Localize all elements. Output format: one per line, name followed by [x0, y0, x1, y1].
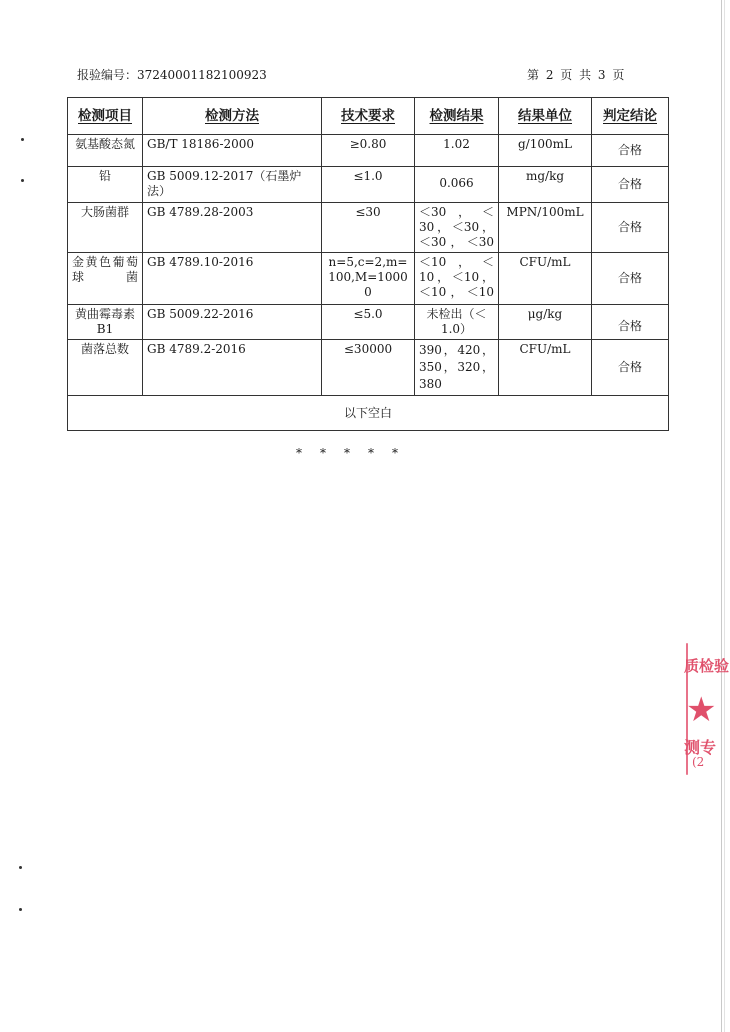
- cell-result: 390，420，350，320，380: [415, 340, 499, 396]
- page-edge-line: [721, 0, 722, 1032]
- cell-conclusion: 合格: [592, 253, 669, 305]
- cell-item: 铅: [68, 167, 143, 203]
- cell-conclusion: 合格: [592, 340, 669, 396]
- cell-unit: CFU/mL: [499, 253, 592, 305]
- cell-conclusion: 合格: [592, 305, 669, 340]
- cell-method: GB 5009.12-2017（石墨炉法）: [143, 167, 322, 203]
- seal-text-num: (2: [692, 755, 705, 769]
- cell-conclusion: 合格: [592, 167, 669, 203]
- cell-item: 菌落总数: [68, 340, 143, 396]
- scan-speck: [21, 179, 24, 182]
- header-result: 检测结果: [415, 98, 499, 135]
- seal-text-bottom: 测专: [684, 738, 717, 757]
- scan-speck: [19, 866, 22, 869]
- blank-note: 以下空白: [68, 396, 669, 431]
- table-row: [68, 167, 669, 203]
- table-row: [68, 253, 669, 305]
- cell-method: GB/T 18186-2000: [143, 135, 322, 167]
- cell-result: ＜30，＜30，＜30，＜30，＜30: [415, 203, 499, 253]
- cell-method: GB 4789.28-2003: [143, 203, 322, 253]
- header-item: 检测项目: [68, 98, 143, 135]
- test-results-table: [67, 97, 669, 431]
- header-method: 检测方法: [143, 98, 322, 135]
- cell-result: 1.02: [415, 135, 499, 167]
- cell-unit: MPN/100mL: [499, 203, 592, 253]
- header-requirement: 技术要求: [322, 98, 415, 135]
- cell-requirement: ≤30000: [322, 340, 415, 396]
- cell-requirement: ≤30: [322, 203, 415, 253]
- table-row: [68, 135, 669, 167]
- cell-item: 氨基酸态氮: [68, 135, 143, 167]
- cell-method: GB 4789.2-2016: [143, 340, 322, 396]
- cell-unit: g/100mL: [499, 135, 592, 167]
- cell-result: 未检出（＜1.0）: [415, 305, 499, 340]
- cell-method: GB 4789.10-2016: [143, 253, 322, 305]
- header-unit: 结果单位: [499, 98, 592, 135]
- cell-requirement: ≥0.80: [322, 135, 415, 167]
- cell-method: GB 5009.22-2016: [143, 305, 322, 340]
- cell-result: 0.066: [415, 167, 499, 203]
- table-row: [68, 203, 669, 253]
- cell-item: 大肠菌群: [68, 203, 143, 253]
- official-seal: [680, 635, 730, 780]
- cell-item: 黄曲霉毒素B1: [68, 305, 143, 340]
- page-edge-line-2: [724, 0, 725, 1032]
- end-marks: *****: [296, 446, 416, 460]
- cell-requirement: n=5,c=2,m=100,M=10000: [322, 253, 415, 305]
- seal-text-top: 质检验: [684, 657, 730, 675]
- page-number: 第 2 页 共 3 页: [527, 68, 625, 82]
- cell-unit: mg/kg: [499, 167, 592, 203]
- header-conclusion: 判定结论: [592, 98, 669, 135]
- cell-item: 金黄色葡萄球菌: [68, 253, 143, 305]
- scan-speck: [19, 908, 22, 911]
- cell-unit: μg/kg: [499, 305, 592, 340]
- cell-unit: CFU/mL: [499, 340, 592, 396]
- seal-star-icon: ★: [686, 690, 717, 730]
- cell-requirement: ≤5.0: [322, 305, 415, 340]
- scan-speck: [21, 138, 24, 141]
- cell-conclusion: 合格: [592, 203, 669, 253]
- table-header-row: [68, 98, 669, 135]
- blank-note-row: [68, 396, 669, 431]
- cell-requirement: ≤1.0: [322, 167, 415, 203]
- table-row: [68, 340, 669, 396]
- table-row: [68, 305, 669, 340]
- cell-result: ＜10，＜10，＜10，＜10，＜10: [415, 253, 499, 305]
- report-number: 报验编号：37240001182100923: [77, 68, 267, 82]
- cell-conclusion: 合格: [592, 135, 669, 167]
